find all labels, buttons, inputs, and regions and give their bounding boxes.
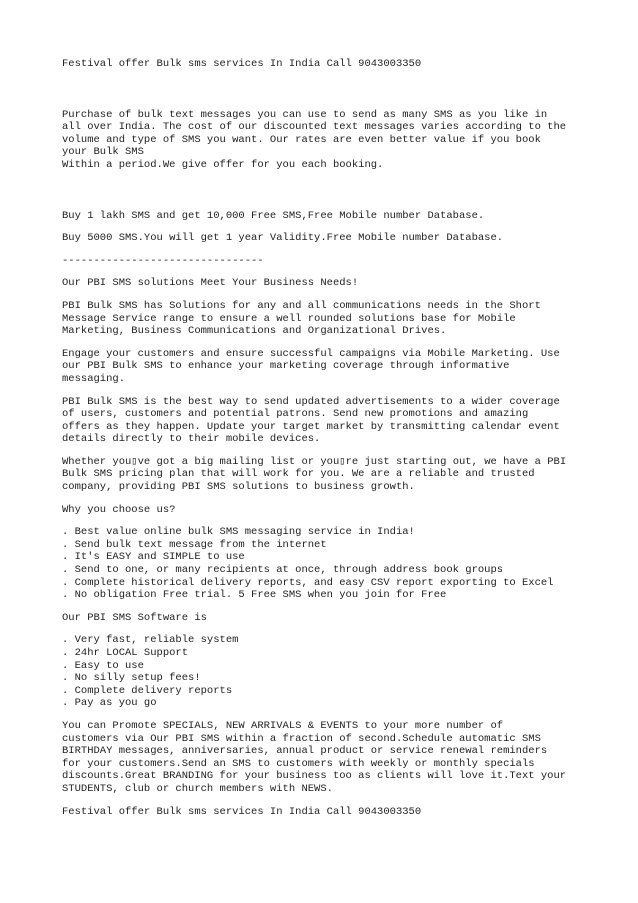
paragraph-line: messaging. xyxy=(62,372,126,385)
intro-line: all over India. The cost of our discounted text messages varies according to the xyxy=(62,121,567,134)
software-list xyxy=(62,634,602,710)
paragraph-line: PBI Bulk SMS is the best way to send updated advertisements to a wider coverage xyxy=(62,395,560,408)
document-page xyxy=(62,58,602,818)
intro-line: Within a period.We give offer for you each booking. xyxy=(62,158,384,171)
list-item: . Send to one, or many recipients at once, through address book groups xyxy=(62,564,504,577)
promo-paragraph xyxy=(62,720,602,796)
paragraph-line: You can Promote SPECIALS, NEW ARRIVALS & EVENTS to your more number of xyxy=(62,719,504,732)
paragraph xyxy=(62,396,602,446)
list-item: . Pay as you go xyxy=(62,697,157,710)
paragraph-line: for your customers.Send an SMS to customers with weekly or monthly specials xyxy=(62,757,535,770)
paragraph-line: company, providing PBI SMS solutions to business growth. xyxy=(62,481,415,494)
paragraph-line: BIRTHDAY messages, anniversaries, annual product or service renewal reminders xyxy=(62,745,548,758)
paragraph xyxy=(62,300,602,338)
document-title: Festival offer Bulk sms services In India Call 9043003350 xyxy=(62,58,422,70)
document-footer-title: Festival offer Bulk sms services In India Call 9043003350 xyxy=(62,805,422,818)
paragraph-line: PBI Bulk SMS has Solutions for any and all communications needs in the Short xyxy=(62,299,541,312)
paragraph-line: of users, customers and potential patrons. Send new promotions and amazing xyxy=(62,408,529,421)
list-item: . Complete historical delivery reports, and easy CSV report exporting to Excel xyxy=(62,576,554,589)
list-item: . It's EASY and SIMPLE to use xyxy=(62,551,245,564)
paragraph-line: Message Service range to ensure a well rounded solutions base for Mobile xyxy=(62,312,516,325)
paragraph-line: customers via Our PBI SMS within a fraction of second.Schedule automatic SMS xyxy=(62,732,541,745)
paragraph-line: Whether you▯ve got a big mailing list or you▯re just starting out, we have a PBI xyxy=(62,455,567,468)
paragraph-line: Marketing, Business Communications and Organizational Drives. xyxy=(62,325,447,338)
paragraph-line: our PBI Bulk SMS to enhance your marketing coverage through informative xyxy=(62,360,510,373)
offer-line: Buy 1 lakh SMS and get 10,000 Free SMS,Free Mobile number Database. xyxy=(62,209,485,222)
paragraph-line: Engage your customers and ensure successful campaigns via Mobile Marketing. Use xyxy=(62,347,560,360)
section-heading: Our PBI SMS solutions Meet Your Business Needs! xyxy=(62,277,359,290)
paragraph xyxy=(62,456,602,494)
list-item: . Easy to use xyxy=(62,659,144,672)
paragraph-line: details directly to their mobile devices. xyxy=(62,433,321,446)
section-heading: Why you choose us? xyxy=(62,503,176,516)
list-item: . No silly setup fees! xyxy=(62,672,201,685)
list-item: . Complete delivery reports xyxy=(62,684,233,697)
offer-line: Buy 5000 SMS.You will get 1 year Validity.Free Mobile number Database. xyxy=(62,232,504,245)
list-item: . Send bulk text message from the internet xyxy=(62,538,327,551)
intro-line: Purchase of bulk text messages you can use to send as many SMS as you like in xyxy=(62,108,548,121)
paragraph-line: STUDENTS, club or church members with NEWS. xyxy=(62,782,333,795)
paragraph xyxy=(62,348,602,386)
list-item: . Best value online bulk SMS messaging service in India! xyxy=(62,526,415,539)
divider: -------------------------------- xyxy=(62,254,264,267)
paragraph-line: discounts.Great BRANDING for your business too as clients will love it.Text your xyxy=(62,770,567,783)
intro-line: your Bulk SMS xyxy=(62,146,144,159)
list-item: . 24hr LOCAL Support xyxy=(62,647,189,659)
paragraph-line: offers as they happen. Update your target market by transmitting calendar event xyxy=(62,420,560,433)
intro-line: volume and type of SMS you want. Our rates are even better value if you book xyxy=(62,133,541,146)
list-item: . Very fast, reliable system xyxy=(62,634,239,647)
section-heading: Our PBI SMS Software is xyxy=(62,611,207,624)
why-list xyxy=(62,526,602,602)
paragraph-line: Bulk SMS pricing plan that will work for you. We are a reliable and trusted xyxy=(62,468,535,481)
intro-paragraph xyxy=(62,109,602,172)
list-item: . No obligation Free trial. 5 Free SMS when you join for Free xyxy=(62,589,447,602)
